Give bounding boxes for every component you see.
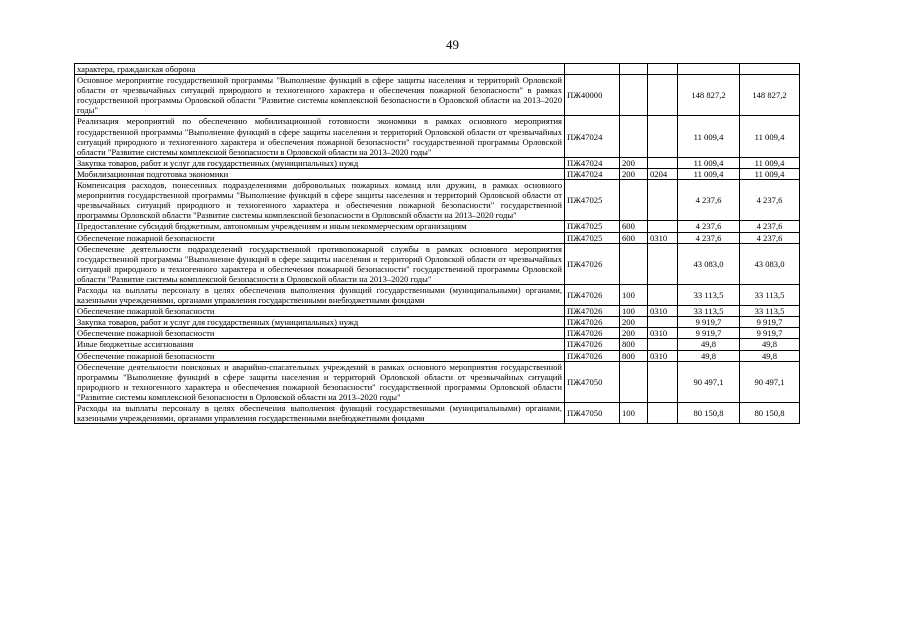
expense-type-cell: 100 xyxy=(620,403,648,424)
amount-cell: 33 113,5 xyxy=(678,306,740,317)
amount-cell xyxy=(678,64,740,75)
budget-table xyxy=(74,63,800,424)
description-cell: Закупка товаров, работ и услуг для государственных (муниципальных) нужд xyxy=(75,157,565,168)
target-code-cell: ПЖ47026 xyxy=(565,306,620,317)
section-cell xyxy=(648,403,678,424)
target-code-cell: ПЖ47025 xyxy=(565,221,620,232)
target-code-cell: ПЖ47024 xyxy=(565,168,620,179)
target-code-cell: ПЖ47026 xyxy=(565,243,620,284)
table-row xyxy=(75,361,800,402)
expense-type-cell: 800 xyxy=(620,350,648,361)
description-cell: Обеспечение пожарной безопасности xyxy=(75,306,565,317)
expense-type-cell: 200 xyxy=(620,157,648,168)
amount-cell: 49,8 xyxy=(678,339,740,350)
section-cell: 0310 xyxy=(648,232,678,243)
amount-cell-2: 4 237,6 xyxy=(740,180,800,221)
amount-cell-2 xyxy=(740,64,800,75)
target-code-cell xyxy=(565,64,620,75)
target-code-cell: ПЖ47025 xyxy=(565,232,620,243)
amount-cell: 9 919,7 xyxy=(678,328,740,339)
amount-cell-2: 9 919,7 xyxy=(740,317,800,328)
amount-cell: 4 237,6 xyxy=(678,180,740,221)
target-code-cell: ПЖ47026 xyxy=(565,350,620,361)
section-cell xyxy=(648,361,678,402)
section-cell xyxy=(648,284,678,305)
expense-type-cell xyxy=(620,64,648,75)
amount-cell-2: 4 237,6 xyxy=(740,221,800,232)
amount-cell-2: 33 113,5 xyxy=(740,306,800,317)
section-cell xyxy=(648,180,678,221)
section-cell xyxy=(648,116,678,157)
table-row xyxy=(75,168,800,179)
amount-cell: 4 237,6 xyxy=(678,221,740,232)
expense-type-cell: 200 xyxy=(620,328,648,339)
target-code-cell: ПЖ47024 xyxy=(565,116,620,157)
description-cell: Основное мероприятие государственной программы "Выполнение функций в сфере защиты населения и территорий Орловской области от чрезвычайных ситуаций природного и техногенного характера и обеспечения пожарной безопасности" в рамках государственной программы Орловской области "Развитие системы комплексной безопасности в Орловской области на 2013–2020 годы" xyxy=(75,75,565,116)
description-cell: Иные бюджетные ассигнования xyxy=(75,339,565,350)
section-cell: 0310 xyxy=(648,350,678,361)
description-cell: Расходы на выплаты персоналу в целях обеспечения выполнения функций государственными (муниципальными) органами, казенными учреждениями, органами управления государственными внебюджетными фондами xyxy=(75,403,565,424)
table-row xyxy=(75,306,800,317)
expense-type-cell: 100 xyxy=(620,284,648,305)
table-row xyxy=(75,221,800,232)
amount-cell: 9 919,7 xyxy=(678,317,740,328)
amount-cell-2: 49,8 xyxy=(740,350,800,361)
section-cell xyxy=(648,221,678,232)
amount-cell-2: 80 150,8 xyxy=(740,403,800,424)
target-code-cell: ПЖ47050 xyxy=(565,361,620,402)
description-cell: характера, гражданская оборона xyxy=(75,64,565,75)
amount-cell-2: 33 113,5 xyxy=(740,284,800,305)
amount-cell: 11 009,4 xyxy=(678,157,740,168)
table-row xyxy=(75,75,800,116)
table-row xyxy=(75,284,800,305)
description-cell: Обеспечение пожарной безопасности xyxy=(75,232,565,243)
section-cell: 0310 xyxy=(648,306,678,317)
target-code-cell: ПЖ47026 xyxy=(565,339,620,350)
amount-cell-2: 49,8 xyxy=(740,339,800,350)
amount-cell: 49,8 xyxy=(678,350,740,361)
expense-type-cell: 600 xyxy=(620,232,648,243)
section-cell: 0204 xyxy=(648,168,678,179)
table-row xyxy=(75,180,800,221)
section-cell xyxy=(648,317,678,328)
table-row xyxy=(75,64,800,75)
expense-type-cell xyxy=(620,116,648,157)
description-cell: Обеспечение пожарной безопасности xyxy=(75,350,565,361)
expense-type-cell: 100 xyxy=(620,306,648,317)
amount-cell-2: 11 009,4 xyxy=(740,168,800,179)
amount-cell: 11 009,4 xyxy=(678,168,740,179)
target-code-cell: ПЖ47026 xyxy=(565,317,620,328)
expense-type-cell xyxy=(620,361,648,402)
target-code-cell: ПЖ40000 xyxy=(565,75,620,116)
amount-cell-2: 11 009,4 xyxy=(740,116,800,157)
description-cell: Закупка товаров, работ и услуг для государственных (муниципальных) нужд xyxy=(75,317,565,328)
table-row xyxy=(75,350,800,361)
amount-cell-2: 9 919,7 xyxy=(740,328,800,339)
table-row xyxy=(75,157,800,168)
expense-type-cell xyxy=(620,75,648,116)
table-row xyxy=(75,328,800,339)
amount-cell: 80 150,8 xyxy=(678,403,740,424)
amount-cell-2: 43 083,0 xyxy=(740,243,800,284)
amount-cell-2: 4 237,6 xyxy=(740,232,800,243)
amount-cell-2: 148 827,2 xyxy=(740,75,800,116)
amount-cell-2: 11 009,4 xyxy=(740,157,800,168)
amount-cell: 90 497,1 xyxy=(678,361,740,402)
target-code-cell: ПЖ47025 xyxy=(565,180,620,221)
expense-type-cell: 600 xyxy=(620,221,648,232)
expense-type-cell xyxy=(620,180,648,221)
section-cell xyxy=(648,243,678,284)
section-cell xyxy=(648,157,678,168)
description-cell: Реализация мероприятий по обеспечению мобилизационной готовности экономики в рамках основного мероприятия государственной программы "Выполнение функций в сфере защиты населения и территорий Орловской области от чрезвычайных ситуаций природного и техногенного характера и обеспечения пожарной безопасности" государственной программы Орловской области "Развитие системы комплексной безопасности в Орловской области на 2013–2020 годы" xyxy=(75,116,565,157)
description-cell: Мобилизационная подготовка экономики xyxy=(75,168,565,179)
amount-cell: 33 113,5 xyxy=(678,284,740,305)
table-row xyxy=(75,232,800,243)
target-code-cell: ПЖ47026 xyxy=(565,328,620,339)
target-code-cell: ПЖ47050 xyxy=(565,403,620,424)
description-cell: Предоставление субсидий бюджетным, автономным учреждениям и иным некоммерческим организациям xyxy=(75,221,565,232)
table-row xyxy=(75,317,800,328)
section-cell xyxy=(648,75,678,116)
table-row xyxy=(75,403,800,424)
page-number: 49 xyxy=(446,37,459,52)
section-cell xyxy=(648,339,678,350)
amount-cell: 4 237,6 xyxy=(678,232,740,243)
expense-type-cell: 800 xyxy=(620,339,648,350)
expense-type-cell xyxy=(620,243,648,284)
section-cell: 0310 xyxy=(648,328,678,339)
section-cell xyxy=(648,64,678,75)
budget-table-body xyxy=(75,64,800,424)
amount-cell: 11 009,4 xyxy=(678,116,740,157)
expense-type-cell: 200 xyxy=(620,168,648,179)
description-cell: Обеспечение деятельности подразделений государственной противопожарной службы в рамках основного мероприятия государственной программы "Выполнение функций в сфере защиты населения и территорий Орловской области от чрезвычайных ситуаций природного и техногенного характера и обеспечения пожарной безопасности" государственной программы Орловской области "Развитие системы комплексной безопасности в Орловской области на 2013–2020 годы" xyxy=(75,243,565,284)
description-cell: Компенсация расходов, понесенных подразделениями добровольных пожарных команд или дружин, в рамках основного мероприятия государственной программы "Выполнение функций в сфере защиты населения и территорий Орловской области от чрезвычайных ситуаций природного и техногенного характера и обеспечения пожарной безопасности" государственной программы Орловской области "Развитие системы комплексной безопасности в Орловской области на 2013–2020 годы" xyxy=(75,180,565,221)
target-code-cell: ПЖ47024 xyxy=(565,157,620,168)
amount-cell-2: 90 497,1 xyxy=(740,361,800,402)
expense-type-cell: 200 xyxy=(620,317,648,328)
table-row xyxy=(75,339,800,350)
amount-cell: 148 827,2 xyxy=(678,75,740,116)
table-row xyxy=(75,116,800,157)
description-cell: Обеспечение деятельности поисковых и аварийно-спасательных учреждений в рамках основного мероприятия государственной программы "Выполнение функций в сфере защиты населения и территорий Орловской области от чрезвычайных ситуаций природного и техногенного характера и обеспечения пожарной безопасности" государственной программы Орловской области "Развитие системы комплексной безопасности в Орловской области на 2013–2020 годы" xyxy=(75,361,565,402)
target-code-cell: ПЖ47026 xyxy=(565,284,620,305)
amount-cell: 43 083,0 xyxy=(678,243,740,284)
description-cell: Расходы на выплаты персоналу в целях обеспечения выполнения функций государственными (муниципальными) органами, казенными учреждениями, органами управления государственными внебюджетными фондами xyxy=(75,284,565,305)
description-cell: Обеспечение пожарной безопасности xyxy=(75,328,565,339)
table-row xyxy=(75,243,800,284)
